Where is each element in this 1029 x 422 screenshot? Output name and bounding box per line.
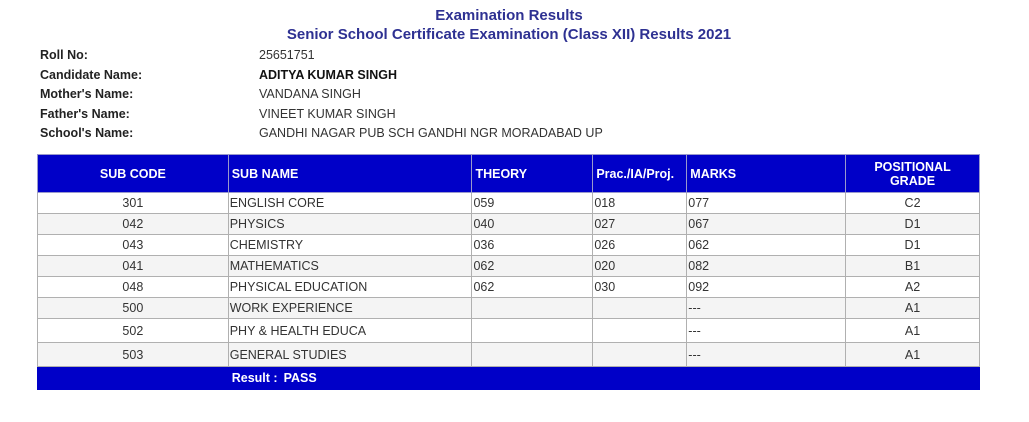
header-theory: THEORY [472,155,593,193]
header-sub-name: SUB NAME [228,155,472,193]
sub-code-cell: 042 [38,214,229,235]
marks-cell: 077 [687,193,846,214]
result-row [38,367,980,390]
header-marks: MARKS [687,155,846,193]
header-grade-line1: POSITIONAL [874,159,951,174]
sub-name-cell: ENGLISH CORE [228,193,472,214]
theory-cell: 040 [472,214,593,235]
prac-cell: 018 [593,193,687,214]
sub-name-cell: PHYSICAL EDUCATION [228,277,472,298]
school-name-value: GANDHI NAGAR PUB SCH GANDHI NGR MORADABAD UP [259,126,603,140]
prac-cell: 020 [593,256,687,277]
grade-cell: B1 [846,256,980,277]
sub-name-cell: PHY & HEALTH EDUCA [228,319,472,343]
theory-cell: 059 [472,193,593,214]
prac-cell [593,298,687,319]
table-row [38,277,980,298]
theory-cell: 062 [472,256,593,277]
sub-code-cell: 500 [38,298,229,319]
prac-cell: 027 [593,214,687,235]
grade-cell: D1 [846,235,980,256]
result-empty-cell [38,367,229,390]
marks-cell: 062 [687,235,846,256]
theory-cell: 036 [472,235,593,256]
school-name-row [40,124,603,144]
father-name-row [40,105,603,125]
header-positional-grade [846,155,980,193]
table-row [38,235,980,256]
school-name-label: School's Name: [40,126,134,140]
table-row [38,214,980,235]
sub-code-cell: 041 [38,256,229,277]
sub-name-cell: MATHEMATICS [228,256,472,277]
sub-code-cell: 048 [38,277,229,298]
grade-cell: A2 [846,277,980,298]
roll-no-row [40,46,603,66]
table-row [38,319,980,343]
prac-cell [593,319,687,343]
sub-code-cell: 503 [38,343,229,367]
grade-cell: A1 [846,319,980,343]
theory-cell [472,343,593,367]
sub-name-cell: PHYSICS [228,214,472,235]
marks-cell: --- [687,298,846,319]
result-label: Result : [231,371,278,385]
marks-cell: --- [687,319,846,343]
prac-cell: 026 [593,235,687,256]
table-header-row [38,155,980,193]
table-row [38,343,980,367]
table-row [38,298,980,319]
marks-cell: 092 [687,277,846,298]
prac-cell: 030 [593,277,687,298]
sub-code-cell: 043 [38,235,229,256]
marks-cell: --- [687,343,846,367]
result-cell [228,367,979,390]
candidate-name-row [40,66,603,86]
mother-name-value: VANDANA SINGH [259,87,361,101]
table-row [38,256,980,277]
father-name-label: Father's Name: [40,106,130,121]
sub-code-cell: 301 [38,193,229,214]
grade-cell: C2 [846,193,980,214]
father-name-value: VINEET KUMAR SINGH [259,106,396,121]
candidate-name-value: ADITYA KUMAR SINGH [259,67,397,82]
candidate-info [40,46,603,144]
marks-table [37,154,980,390]
grade-cell: A1 [846,343,980,367]
theory-cell [472,298,593,319]
roll-no-value: 25651751 [259,48,315,62]
sub-code-cell: 502 [38,319,229,343]
header-prac: Prac./IA/Proj. [593,155,687,193]
header-grade-line2: GRADE [889,173,936,188]
theory-cell [472,319,593,343]
candidate-name-label: Candidate Name: [40,67,143,82]
sub-name-cell: WORK EXPERIENCE [228,298,472,319]
page-subtitle: Senior School Certificate Examination (Class XII) Results 2021 [286,26,732,43]
marks-cell: 082 [687,256,846,277]
result-value: PASS [283,371,317,385]
page-title: Examination Results [435,7,583,24]
sub-name-cell: GENERAL STUDIES [228,343,472,367]
grade-cell: D1 [846,214,980,235]
mother-name-label: Mother's Name: [40,87,134,101]
prac-cell [593,343,687,367]
grade-cell: A1 [846,298,980,319]
roll-no-label: Roll No: [40,48,88,62]
header-sub-code: SUB CODE [38,155,229,193]
sub-name-cell: CHEMISTRY [228,235,472,256]
table-row [38,193,980,214]
mother-name-row [40,85,603,105]
marks-cell: 067 [687,214,846,235]
theory-cell: 062 [472,277,593,298]
